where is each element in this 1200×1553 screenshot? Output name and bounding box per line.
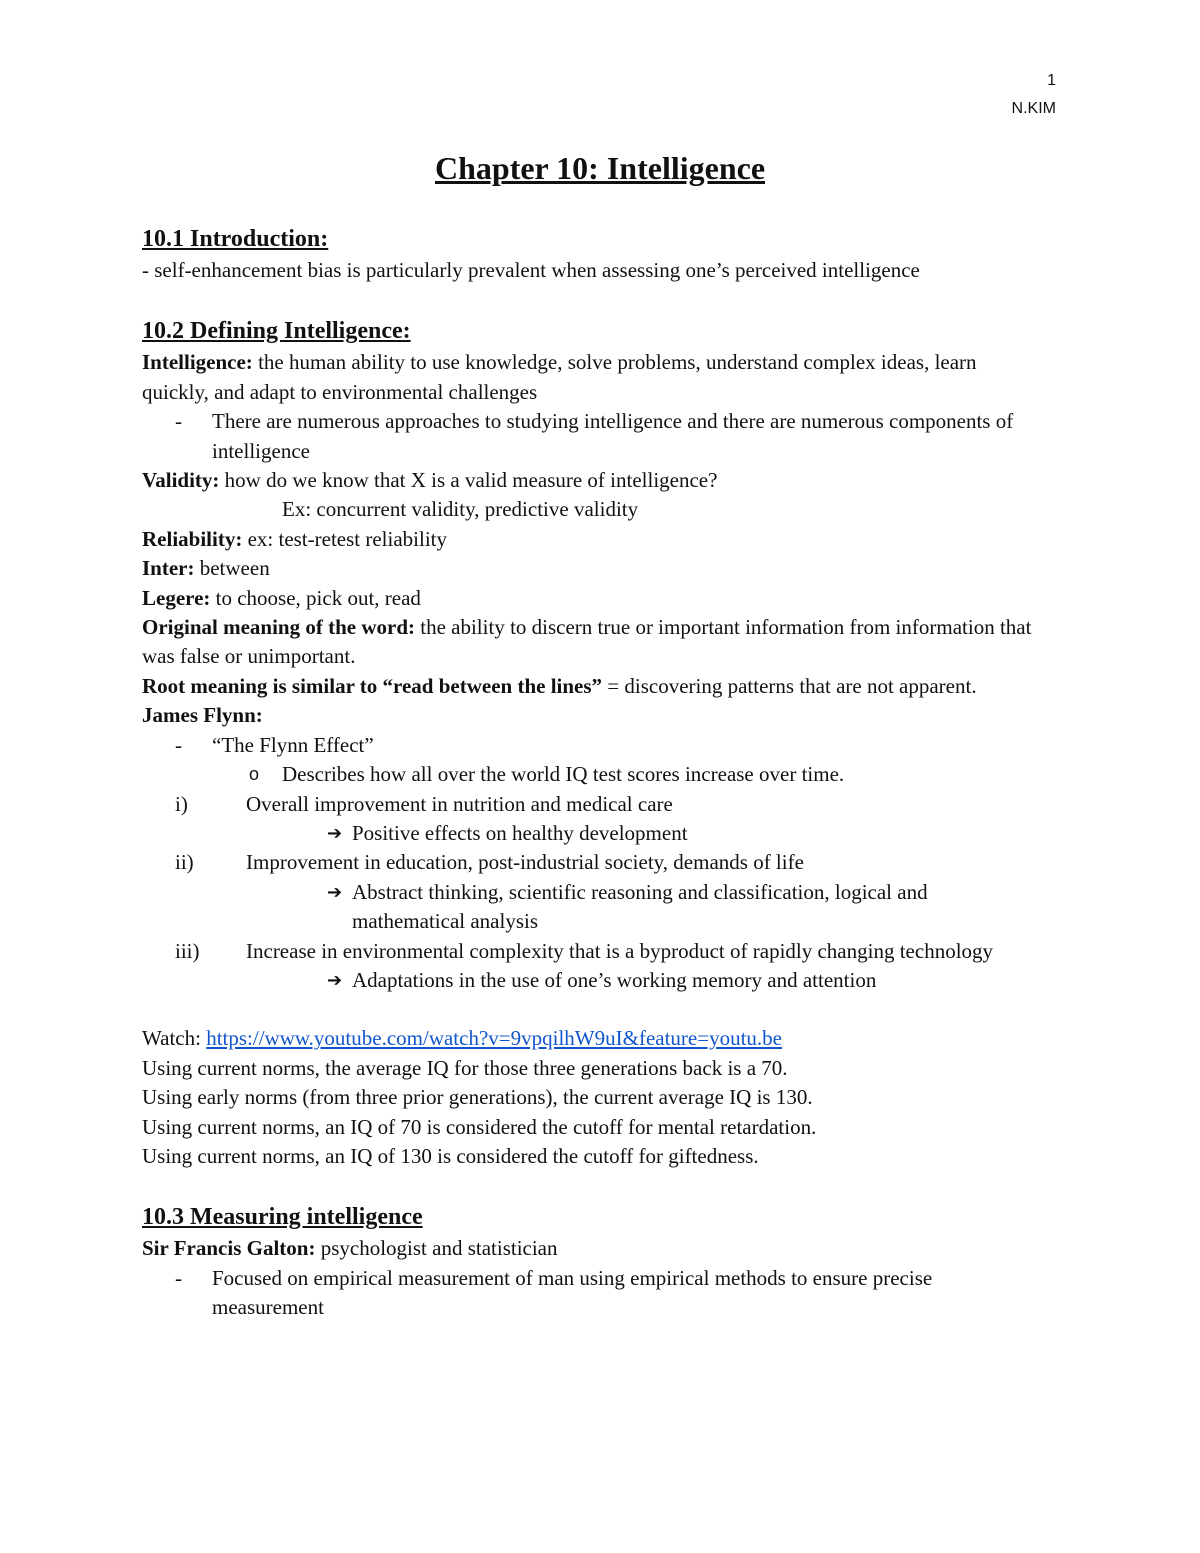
term-intelligence: Intelligence:	[142, 350, 253, 375]
bullet-o-marker: o	[249, 764, 260, 785]
arrow-list-item	[142, 966, 1042, 995]
arrow-right-icon: ➔	[327, 881, 343, 903]
root-meaning-definition	[142, 672, 1042, 701]
page-number: 1	[1047, 72, 1056, 89]
roman-list-item	[142, 790, 1042, 819]
watch-line	[142, 1024, 1042, 1053]
norm-statement: Using current norms, the average IQ for those three generations back is a 70.	[142, 1055, 788, 1080]
list-item	[142, 731, 1042, 760]
arrow-list-item-text: Adaptations in the use of one’s working memory and attention	[352, 967, 877, 992]
spacer	[142, 285, 1042, 314]
section-heading-defining: 10.2 Defining Intelligence:	[142, 318, 411, 345]
term-galton: Sir Francis Galton:	[142, 1236, 316, 1261]
roman-marker: i)	[175, 791, 188, 816]
term-inter: Inter:	[142, 556, 195, 581]
list-item	[142, 407, 1042, 466]
definition-text: = discovering patterns that are not apparent.	[602, 673, 977, 698]
roman-list-item	[142, 848, 1042, 877]
list-item-text: “The Flynn Effect”	[212, 732, 374, 757]
definition-text: between	[194, 556, 270, 581]
term-legere: Legere:	[142, 585, 211, 610]
arrow-list-item	[142, 878, 1042, 937]
definition-text: the human ability to use knowledge, solve problems, understand complex ideas, learn quickly, and adapt to environmental challenges	[142, 350, 977, 404]
list-item-text: There are numerous approaches to studying intelligence and there are numerous components of intelligence	[212, 409, 1014, 463]
intelligence-definition	[142, 348, 1042, 407]
galton-definition	[142, 1234, 1042, 1263]
list-item	[142, 1264, 1042, 1323]
spacer	[142, 995, 1042, 1024]
spacer	[142, 1171, 1042, 1200]
definition-text: how do we know that X is a valid measure of intelligence?	[219, 468, 718, 493]
validity-definition	[142, 466, 1042, 495]
term-root-meaning: Root meaning is similar to “read between the lines”	[142, 673, 603, 698]
section-heading-introduction: 10.1 Introduction:	[142, 226, 329, 252]
roman-list-item-text: Improvement in education, post-industrial society, demands of life	[246, 850, 804, 875]
inter-definition	[142, 554, 1042, 583]
definition-text: to choose, pick out, read	[210, 585, 421, 610]
norm-statement: Using early norms (from three prior generations), the current average IQ is 130.	[142, 1085, 813, 1110]
term-reliability: Reliability:	[142, 526, 243, 551]
norm-statement: Using current norms, an IQ of 70 is considered the cutoff for mental retardation.	[142, 1114, 817, 1139]
roman-marker: ii)	[175, 850, 194, 875]
document-body	[142, 222, 1042, 1323]
intro-text: - self-enhancement bias is particularly prevalent when assessing one’s perceived intelligence	[142, 258, 920, 282]
list-item-text: Focused on empirical measurement of man using empirical methods to ensure precise measurement	[212, 1265, 933, 1320]
arrow-list-item	[142, 819, 1042, 848]
definition-text: psychologist and statistician	[315, 1236, 558, 1261]
dash-marker: -	[175, 409, 182, 434]
definition-text: ex: test-retest reliability	[242, 526, 448, 551]
youtube-link[interactable]: https://www.youtube.com/watch?v=9vpqilhW9uI&feature=youtu.be	[206, 1026, 782, 1051]
term-original-meaning: Original meaning of the word:	[142, 615, 415, 640]
dash-marker: -	[175, 1265, 182, 1290]
roman-marker: iii)	[175, 938, 200, 963]
section-heading-measuring: 10.3 Measuring intelligence	[142, 1204, 423, 1231]
roman-list-item-text: Increase in environmental complexity that is a byproduct of rapidly changing technology	[246, 938, 994, 963]
original-meaning-definition	[142, 613, 1042, 672]
definition-text: the ability to discern true or important information from information that was false or unimportant.	[142, 615, 1032, 669]
arrow-right-icon: ➔	[327, 969, 343, 991]
arrow-list-item-text: Abstract thinking, scientific reasoning and classification, logical and mathematical analysis	[352, 879, 928, 934]
norm-statement: Using current norms, an IQ of 130 is considered the cutoff for giftedness.	[142, 1143, 759, 1168]
sub-list-item-text: Describes how all over the world IQ test scores increase over time.	[282, 762, 845, 787]
dash-marker: -	[175, 732, 182, 757]
arrow-right-icon: ➔	[327, 822, 343, 844]
legere-definition	[142, 584, 1042, 613]
arrow-list-item-text: Positive effects on healthy development	[352, 820, 688, 845]
watch-label: Watch:	[142, 1026, 207, 1051]
sub-list-item	[142, 760, 1042, 789]
validity-example: Ex: concurrent validity, predictive validity	[282, 497, 639, 522]
reliability-definition	[142, 525, 1042, 554]
roman-list-item	[142, 937, 1042, 966]
page-title: Chapter 10: Intelligence	[434, 150, 766, 186]
author-initials: N.KIM	[1011, 100, 1056, 117]
roman-list-item-text: Overall improvement in nutrition and medical care	[246, 791, 673, 816]
term-validity: Validity:	[142, 468, 220, 493]
term-james-flynn: James Flynn:	[142, 703, 263, 728]
